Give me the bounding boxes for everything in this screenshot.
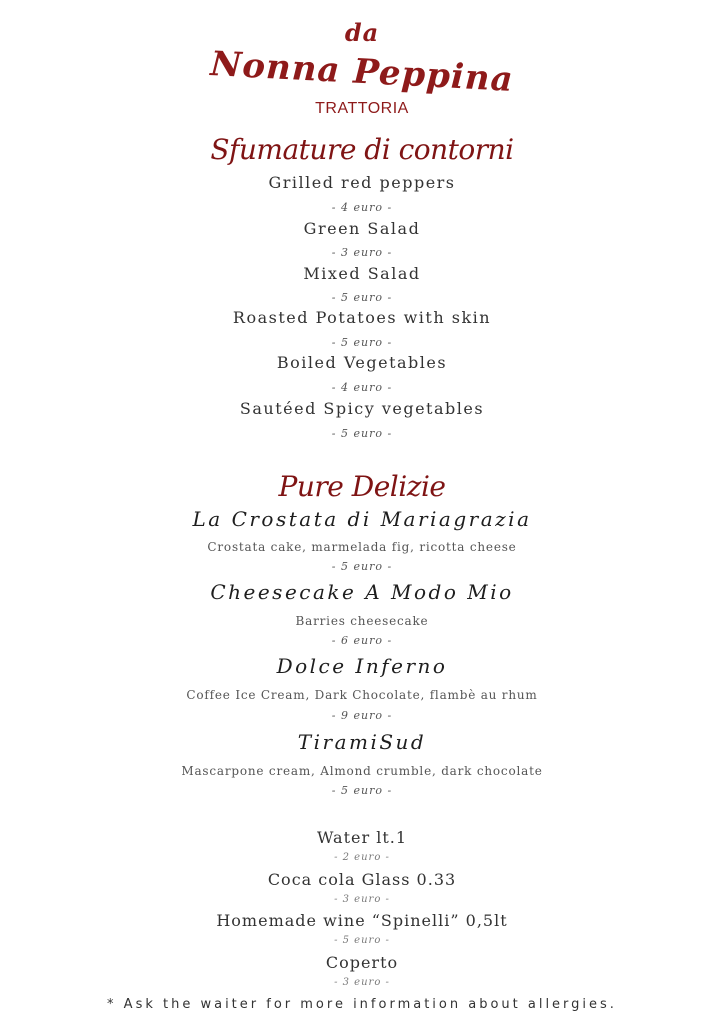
dessert-item-name: Dolce Inferno: [276, 654, 448, 678]
side-item-price: - 4 euro -: [331, 381, 393, 394]
dessert-item-description: Barries cheesecake: [295, 614, 429, 628]
side-item-name: Mixed Salad: [303, 264, 421, 283]
dessert-item-name: TiramiSud: [297, 730, 427, 754]
logo-subtitle: TRATTORIA: [315, 100, 409, 117]
dessert-item-price: - 9 euro -: [331, 709, 393, 722]
side-item-price: - 5 euro -: [331, 336, 393, 349]
logo-restaurant-name: Nonna Peppina: [209, 44, 515, 100]
drink-item-name: Homemade wine “Spinelli” 0,5lt: [216, 911, 508, 930]
side-item-price: - 5 euro -: [331, 427, 393, 440]
side-item-price: - 4 euro -: [331, 201, 393, 214]
side-item-name: Green Salad: [303, 219, 421, 238]
dessert-item-description: Coffee Ice Cream, Dark Chocolate, flambè au rhum: [186, 688, 538, 702]
drink-item-price: - 2 euro -: [334, 852, 390, 863]
drink-item-price: - 3 euro -: [334, 977, 390, 988]
side-item-name: Roasted Potatoes with skin: [232, 308, 492, 327]
allergy-footnote: * Ask the waiter for more information about allergies.: [107, 997, 617, 1012]
drink-item-price: - 3 euro -: [334, 894, 390, 905]
dessert-item-name: Cheesecake A Modo Mio: [210, 580, 514, 604]
side-item-name: Sautéed Spicy vegetables: [239, 399, 485, 418]
drink-item-price: - 5 euro -: [334, 935, 390, 946]
dessert-item-price: - 6 euro -: [331, 634, 393, 647]
drink-item-name: Coca cola Glass 0.33: [267, 870, 457, 889]
dessert-item-price: - 5 euro -: [331, 784, 393, 797]
desserts-section-title: Pure Delizie: [278, 470, 446, 503]
logo-da: da: [344, 18, 380, 47]
sides-section-title: Sfumature di contorni: [210, 133, 514, 166]
drink-item-name: Coperto: [325, 953, 399, 972]
dessert-item-price: - 5 euro -: [331, 560, 393, 573]
dessert-item-description: Mascarpone cream, Almond crumble, dark chocolate: [181, 764, 543, 778]
side-item-price: - 3 euro -: [331, 246, 393, 259]
side-item-name: Boiled Vegetables: [276, 353, 448, 372]
side-item-name: Grilled red peppers: [268, 173, 456, 192]
drink-item-name: Water lt.1: [316, 828, 408, 847]
dessert-item-description: Crostata cake, marmelada fig, ricotta cheese: [207, 540, 517, 554]
side-item-price: - 5 euro -: [331, 291, 393, 304]
dessert-item-name: La Crostata di Mariagrazia: [192, 507, 532, 531]
